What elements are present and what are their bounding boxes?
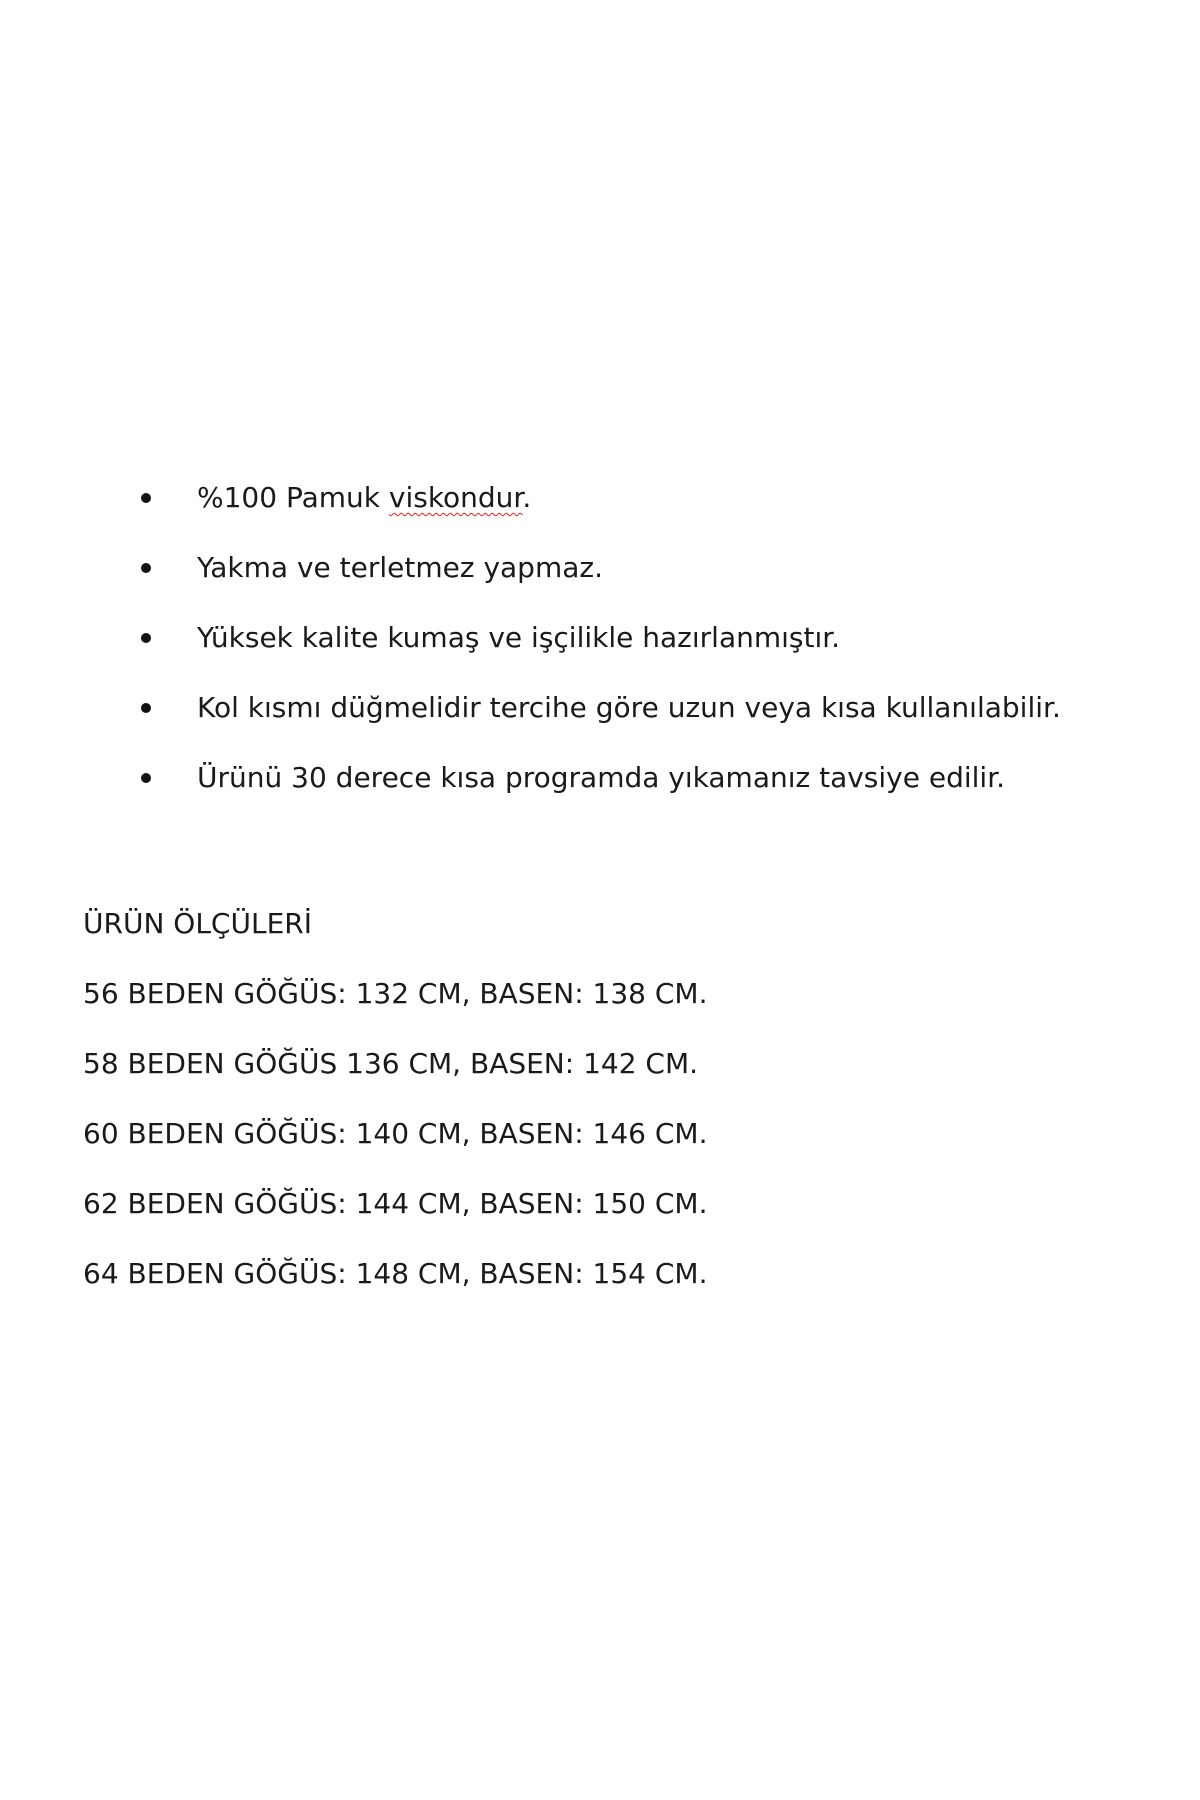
product-measurements — [83, 904, 1163, 1324]
spellcheck-flagged-word[interactable]: viskondur — [388, 481, 523, 514]
measurements-heading: ÜRÜN ÖLÇÜLERİ — [83, 907, 312, 940]
size-line: 64 BEDEN GÖĞÜS: 148 CM, BASEN: 154 CM. — [83, 1257, 708, 1290]
list-item — [0, 478, 1200, 548]
feature-text: Yüksek kalite kumaş ve işçilikle hazırlanmıştır. — [197, 621, 841, 654]
list-item — [0, 758, 1200, 828]
bullet-icon — [141, 493, 151, 503]
bullet-icon — [141, 773, 151, 783]
list-item — [0, 548, 1200, 618]
size-line: 56 BEDEN GÖĞÜS: 132 CM, BASEN: 138 CM. — [83, 977, 708, 1010]
size-list — [83, 974, 1163, 1324]
feature-text: Ürünü 30 derece kısa programda yıkamanız tavsiye edilir. — [197, 761, 1006, 794]
list-item — [0, 688, 1200, 758]
feature-text-start: %100 Pamuk — [197, 481, 389, 514]
size-line: 58 BEDEN GÖĞÜS 136 CM, BASEN: 142 CM. — [83, 1047, 699, 1080]
bullet-icon — [141, 563, 151, 573]
bullet-icon — [141, 633, 151, 643]
feature-text — [197, 478, 531, 518]
feature-text-end: . — [522, 481, 532, 514]
feature-text: Yakma ve terletmez yapmaz. — [197, 551, 603, 584]
size-line: 60 BEDEN GÖĞÜS: 140 CM, BASEN: 146 CM. — [83, 1117, 708, 1150]
product-features-list — [0, 478, 1200, 828]
bullet-icon — [141, 703, 151, 713]
list-item — [0, 618, 1200, 688]
feature-text: Kol kısmı düğmelidir tercihe göre uzun veya kısa kullanılabilir. — [197, 691, 1061, 724]
size-line: 62 BEDEN GÖĞÜS: 144 CM, BASEN: 150 CM. — [83, 1187, 708, 1220]
